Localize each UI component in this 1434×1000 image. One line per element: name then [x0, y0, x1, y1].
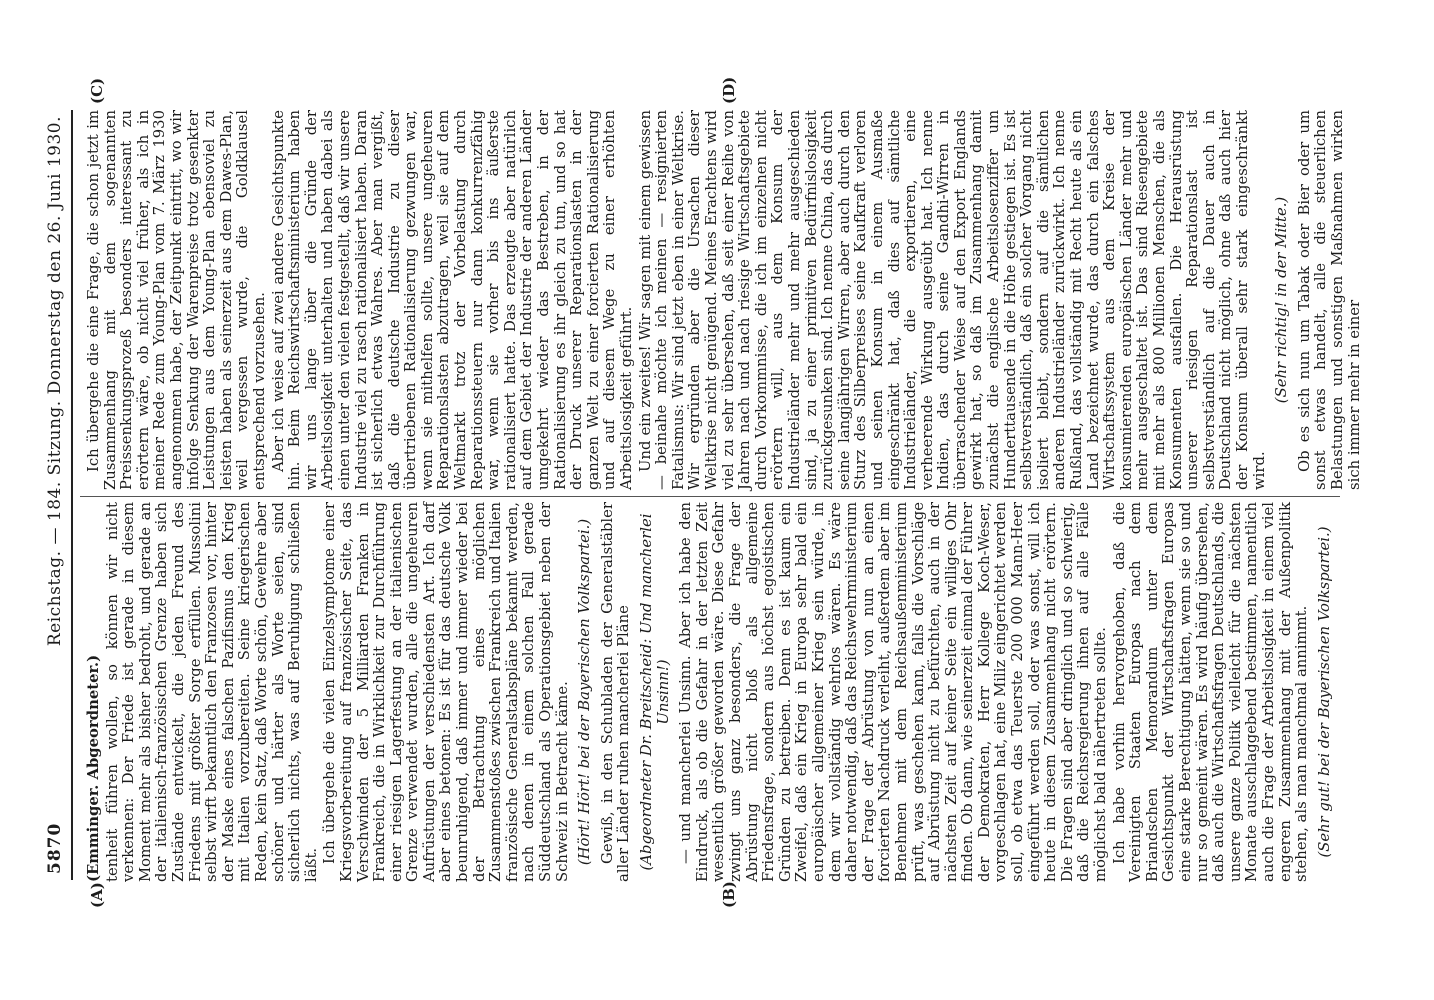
left-text-column — [86, 502, 1336, 882]
margin-mark-c: (C) — [88, 77, 106, 104]
interjection: (Sehr gut! bei der Bayerischen Volkspartei.) — [1315, 526, 1333, 858]
paragraph: Ich habe vorhin hervorgehoben, daß die Vereinigten Staaten Europas nach dem Briandschen Memorandum unter dem Gesichtspunkt der Wirtschaftsfragen Europas eine starke Berechtigung hätten, wenn sie so und nur so gemeint wären. Es wird häufig übersehen, daß auch die Wirtschaftsfragen Deutschlands, die unsere ganze Politik vielleicht für die nächsten Monate ausschlaggebend bestimmen, namentlich auch die Frage der Arbeitslosigkeit in einem viel engeren Zusammenhang mit der Außenpolitik stehen, als man manchmal annimmt. — [1110, 502, 1311, 882]
speaker-label: (Emminger. Abgeordneter.) — [85, 654, 102, 882]
paragraph: — und mancherlei Unsinn. Aber ich habe den Eindruck, als ob die Gefahr in der letzten Zeit wesentlich größer geworden wäre. Diese Gefahr zwingt uns ganz besonders, die Frage der Abrüstung nicht bloß als allgemeine Friedensfrage, sondern aus höchst egoistischen Gründen zu betreiben. Denn es ist kaum ein Zweifel, daß ein Krieg in Europa sehr bald ein europäischer allgemeiner Krieg sein würde, in dem wir vollständig wehrlos wären. Es wäre daher notwendig, daß das Reichswehrministerium der Frage der Abrüstung von nun an einen forcierten Nachdruck verleiht, außerdem aber im Benehmen mit dem Reichsaußenministerium prüft, was geschehen kann, falls die Vorschläge auf Abrüstung nicht zu befürchten, auch in der nächsten Zeit auf keiner Seite ein williges Ohr finden. Ob dann, wie seinerzeit einmal der Führer der Demokraten, Herr Kollege Koch-Weser, vorgeschlagen hat, eine Miliz eingerichtet werden soll, ob etwa das Teuerste 200 000 Mann-Heer eingeführt werden soll, oder was sonst, will ich heute in diesem Zusammenhang nicht erörtern. Die Fragen sind aber dringlich und so schwierig, daß die Reichsregierung ihnen auf alle Fälle möglichst bald nähertreten sollte. — [677, 502, 1110, 882]
interjection: (Hört! Hört! bei der Bayerischen Volkspartei.) — [576, 518, 594, 866]
paragraph: Ob es sich nun um Tabak oder Bier oder um sonst etwas handelt, alle die steuerlichen Belastungen und sonstigen Maßnahmen wirken sich immer mehr in einer — [1295, 110, 1363, 490]
paragraph: Ich übergehe die vielen Einzelsymptome einer Kriegsvorbereitung auf französischer Seite, das Verschwinden der 5 Milliarden Franken in Frankreich, die in Wirklichkeit zur Durchführung einer riesigen Lagerfestung an der italienischen Grenze verwendet wurden, alle die ungeheuren Aufrüstungen der verschiedensten Art. Ich darf aber eines betonen: Es ist für das deutsche Volk beunruhigend, daß immer und immer wieder bei der Betrachtung eines möglichen Zusammenstoßes zwischen Frankreich und Italien französische Generalstabspläne bekannt werden, nach denen in einem solchen Fall gerade Süddeutschland als Operationsgebiet neben der Schweiz in Betracht käme. — [321, 502, 571, 882]
margin-mark-b: (B) — [720, 881, 738, 908]
page-number: 5870 — [45, 822, 65, 874]
paragraph: Gewiß, in den Schubladen der Generalstäbler aller Länder ruhen mancherlei Pläne — [598, 502, 633, 882]
interjection: (Abgeordneter Dr. Breitscheid: Und mancherlei Unsinn!) — [638, 513, 672, 871]
header-title: Reichstag. — 184. Sitzung. Donnerstag den 26. Juni 1930. — [45, 116, 65, 647]
paragraph: tenheit führen wollen, so können wir nicht verkennen: Der Friede ist gerade in diesem Moment mehr als bisher bedroht, und gerade an der italienisch-französischen Grenze haben sich Zustände entwickelt, die jeden Freund des Friedens mit größter Sorge erfüllen. Mussolini selbst wirft bekanntlich den Franzosen vor, hinter der Maske eines falschen Pazifismus den Krieg mit Italien vorzubereiten. Seine kriegerischen Reden, kein Satz, daß Worte schön, Gewehre aber schöner und härter als Worte seien, sind sicherlich nichts, was auf Beruhigung schließen läßt. — [103, 502, 320, 882]
interjection: (Sehr richtig! in der Mitte.) — [1273, 196, 1291, 404]
margin-mark-d: (D) — [720, 76, 738, 104]
column-divider — [80, 496, 1340, 497]
paragraph: Und ein zweites! Wir sagen mit einem gewissen — beinahe möchte ich meinen — resignierten Fatalismus: Wir sind jetzt eben in einer Weltkrise. Wir ergründen aber die Ursachen dieser Weltkrise nicht genügend. Meines Erachtens wird viel zu sehr übersehen, daß seit einer Reihe von Jahren nach und nach riesige Wirtschaftsgebiete durch Vorkommnisse, die ich im einzelnen nicht erörtern will, aus dem Konsum der Industrieländer mehr und mehr ausgeschieden sind, ja zu einer primitiven Bedürfnislosigkeit zurückgesunken sind. Ich nenne China, das durch seine langjährigen Wirren, aber auch durch den Sturz des Silberpreises seine Kaufkraft verloren und seinen Konsum in einem Ausmaße eingeschränkt hat, daß dies auf sämtliche Industrieländer, die exportieren, eine verheerende Wirkung ausgeübt hat. Ich nenne Indien, das durch seine Gandhi-Wirren in überraschender Weise auf den Export Englands gewirkt hat, so daß im Zusammenhang damit zunächst die englische Arbeitslosenziffer um Hunderttausende in die Höhe gestiegen ist. Es ist selbstverständlich, daß ein solcher Vorgang nicht isoliert bleibt, sondern auf die sämtlichen anderen Industrieländer zurückwirkt. Ich nenne Rußland, das vollständig mit Recht heute als ein Land bezeichnet wurde, das durch ein falsches Wirtschaftssystem aus dem Kreise der konsumierenden europäischen Länder mehr und mehr ausgeschaltet ist. Das sind Riesengebiete mit mehr als 800 Millionen Menschen, die als Konsumenten ausfallen. Die Herausrüstung unserer riesigen Reparationslast ist selbstverständlich auf die Dauer auch in Deutschland nicht möglich, ohne daß auch hier der Konsum überall sehr stark eingeschränkt wird. — [636, 110, 1268, 490]
margin-mark-a: (A) — [88, 882, 106, 908]
page-header — [45, 110, 73, 880]
right-text-column — [85, 110, 1363, 490]
paragraph: Ich übergehe die eine Frage, die schon jetzt im Zusammenhang mit dem sogenannten Preissenkungsprozeß besonders interessant zu erörtern wäre, ob nicht viel früher, als ich in meiner Rede zum Young-Plan vom 7. März 1930 angenommen habe, der Zeitpunkt eintritt, wo wir infolge Senkung der Warenpreise trotz gesenkter Leistungen aus dem Young-Plan ebensoviel zu leisten haben als seinerzeit aus dem Dawes-Plan, weil vergessen wurde, die Goldklausel entsprechend vorzusehen. — [85, 110, 268, 490]
paragraph: Aber ich weise auf zwei andere Gesichtspunkte hin. Beim Reichswirtschaftsministerium haben wir uns lange über die Gründe der Arbeitslosigkeit unterhalten und haben dabei als einen unter den vielen festgestellt, daß wir unsere Industrie viel zu rasch rationalisiert haben. Daran ist sicherlich etwas Wahres. Aber man vergißt, daß die deutsche Industrie zu dieser übertriebenen Rationalisierung gezwungen war, wenn sie mithelfen sollte, unsere ungeheuren Reparationslasten abzutragen, weil sie auf dem Weltmarkt trotz der Vorbelastung durch Reparationssteuern nur dann konkurrenzfähig war, wenn sie vorher bis ins äußerste rationalisiert hatte. Das erzeugte aber natürlich auf dem Gebiet der Industrie der anderen Länder umgekehrt wieder das Bestreben, in der Rationalisierung es ihr gleich zu tun, und so hat der Druck unserer Reparationslasten in der ganzen Welt zu einer forcierten Rationalisierung und auf diesem Wege zu einer erhöhten Arbeitslosigkeit geführt. — [269, 110, 635, 490]
